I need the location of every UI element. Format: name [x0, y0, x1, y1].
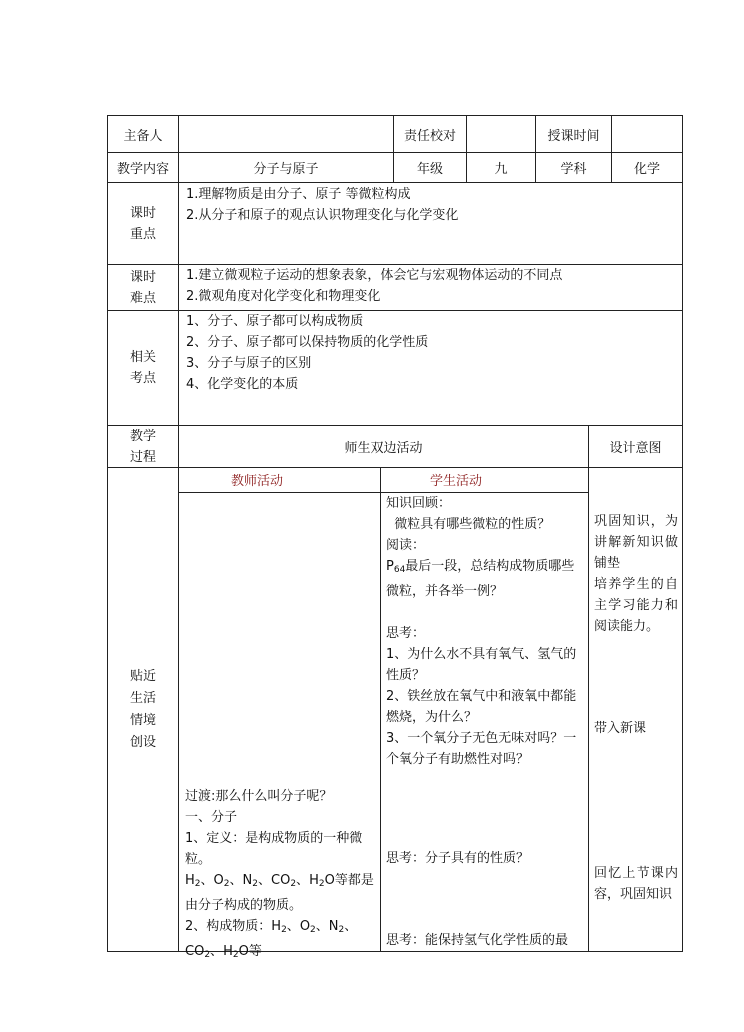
formula-sub: 2	[290, 879, 297, 889]
exam-point-1: 1、分子、原子都可以构成物质	[186, 314, 364, 329]
key-points-label	[108, 183, 178, 264]
construct-tail: 等	[248, 944, 262, 959]
lead-label: 主备人	[123, 128, 163, 144]
formula-sub: 2	[338, 925, 345, 935]
exam-point-3: 3、分子与原子的区别	[186, 356, 312, 371]
formula-sep: 、	[296, 873, 310, 888]
table-line	[380, 467, 381, 952]
molecule-construct	[185, 916, 376, 966]
formula-sep: 、	[315, 919, 329, 934]
table-line	[178, 115, 179, 952]
exam-point-4: 4、化学变化的本质	[186, 377, 299, 392]
activity-header: 师生双边活动	[344, 441, 423, 456]
intent-3: 带入新课	[594, 721, 647, 736]
formula-sep: 、	[229, 873, 243, 888]
table-line	[588, 425, 589, 952]
process-label-text: 教学 过程	[129, 428, 156, 465]
key-point-2: 2.从分子和原子的观点认识物理变化与化学变化	[186, 208, 459, 223]
subject-label: 学科	[560, 162, 587, 177]
formula-o: O	[299, 919, 311, 934]
teacher-activity-content	[185, 786, 376, 966]
formula-n: N	[242, 873, 253, 888]
student-activity-content	[386, 493, 584, 770]
think-properties: 思考：分子具有的性质？	[386, 851, 530, 866]
formula-sep: 、	[210, 944, 224, 959]
formula-h: H	[271, 919, 282, 934]
teacher-activity-header: 教师活动	[230, 473, 283, 489]
read-page-prefix: P	[386, 559, 394, 574]
time-value	[612, 116, 682, 152]
formula-sub: 2	[194, 879, 201, 889]
difficulties-label-text: 课时 难点	[129, 269, 156, 306]
content-value: 分子与原子	[253, 162, 319, 177]
molecule-title: 一、分子	[185, 810, 238, 825]
formula-co: CO	[271, 873, 291, 888]
difficulty-1: 1.建立微观粒子运动的想象表象，体会它与宏观物体运动的不同点	[186, 268, 563, 283]
review-title: 知识回顾：	[386, 496, 452, 511]
table-line	[107, 182, 683, 183]
think-question-2: 2、铁丝放在氧气中和液氧中都能燃烧，为什么？	[386, 689, 577, 725]
formula-n: N	[328, 919, 339, 934]
exam-points-label	[108, 311, 178, 425]
molecule-examples	[185, 870, 376, 916]
subject-value: 化学	[633, 162, 660, 177]
construct-prefix: 2、构成物质：	[185, 919, 272, 934]
student-activity-header: 学生活动	[429, 473, 482, 489]
formula-o: O	[238, 944, 249, 959]
formula-co: CO	[185, 944, 205, 959]
key-points-content	[186, 184, 680, 226]
intent-4: 回忆上节课内容，巩固知识	[594, 866, 678, 902]
formula-sub: 2	[204, 950, 211, 960]
read-task-text: 最后一段，总结构成物质哪些微粒，并各举一例？	[386, 559, 575, 599]
time-label: 授课时间	[547, 128, 600, 144]
exam-points-label-text: 相关 考点	[129, 350, 156, 386]
formula-o: O	[213, 873, 224, 888]
think-question-3: 3、一个氧分子无色无味对吗？一个氧分子有助燃性对吗？	[386, 731, 577, 767]
formula-sub: 2	[318, 879, 325, 889]
formula-h: H	[185, 873, 195, 888]
content-label: 教学内容	[116, 162, 169, 177]
transition-text: 过渡:那么什么叫分子呢？	[185, 789, 333, 804]
section-label-text: 贴近 生活 情境 创设	[129, 668, 156, 750]
check-value	[467, 116, 535, 152]
molecule-definition: 1、定义：是构成物质的一种微粒。	[185, 831, 363, 867]
process-label	[108, 426, 178, 467]
exam-point-2: 2、分子、原子都可以保持物质的化学性质	[186, 335, 429, 350]
lead-value	[179, 116, 393, 152]
read-task	[386, 556, 584, 602]
think-last: 思考：能保持氢气化学性质的最	[386, 933, 569, 948]
key-point-1: 1.理解物质是由分子、原子 等微粒构成	[186, 187, 411, 202]
difficulties-label	[108, 265, 178, 310]
read-title: 阅读：	[386, 538, 426, 553]
read-page-number: 64	[393, 565, 406, 575]
check-label: 责任校对	[403, 128, 456, 144]
formula-sep: 、	[200, 873, 214, 888]
table-line	[682, 115, 683, 952]
intent-2: 培养学生的自主学习能力和阅读能力。	[594, 577, 678, 634]
formula-h: H	[223, 944, 233, 959]
exam-points-content	[186, 311, 680, 395]
key-points-label-text: 课时 重点	[129, 205, 156, 242]
formula-sub: 2	[223, 879, 230, 889]
think-title: 思考：	[386, 626, 426, 641]
formula-sub: 2	[232, 950, 239, 960]
grade-label: 年级	[416, 162, 443, 177]
intent-1: 巩固知识，为讲解新知识做铺垫	[594, 514, 678, 571]
formula-sep: 、	[344, 919, 358, 934]
formula-sub: 2	[281, 925, 287, 935]
formula-h: H	[309, 873, 319, 888]
molecule-examples-text: 等都是由分子构成的物质。	[185, 873, 374, 913]
formula-sub: 2	[310, 925, 316, 935]
formula-o: O	[324, 873, 335, 888]
intent-header: 设计意图	[609, 441, 662, 456]
think-question-1: 1、为什么水不具有氧气、氢气的性质？	[386, 647, 577, 683]
formula-sub: 2	[252, 879, 258, 889]
difficulties-content	[186, 265, 680, 307]
formula-sep: 、	[257, 873, 271, 888]
difficulty-2: 2.微观角度对化学变化和物理变化	[186, 289, 381, 304]
grade-value: 九	[494, 162, 508, 177]
formula-sep: 、	[286, 919, 300, 934]
section-label	[108, 468, 178, 951]
review-question: 微粒具有哪些微粒的性质？	[386, 517, 551, 532]
